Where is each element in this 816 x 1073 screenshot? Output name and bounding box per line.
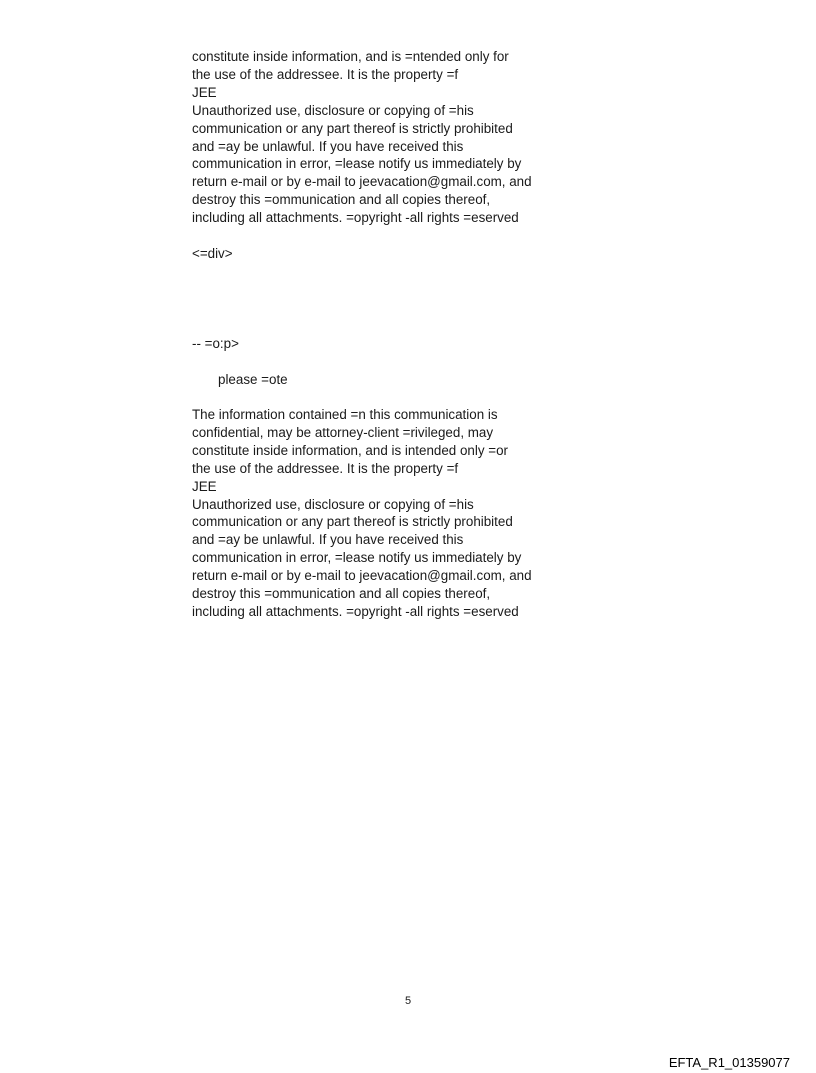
text-line: The information contained =n this communication is: [192, 407, 498, 422]
text-line: and =ay be unlawful. If you have received this: [192, 532, 464, 548]
document-id: EFTA_R1_01359077: [668, 1055, 790, 1070]
text-line: communication in error, =lease notify us immediately by: [192, 550, 522, 566]
please-note-text: please =ote: [218, 372, 288, 387]
text-line: including all attachments. =opyright -all rights =eserved: [192, 603, 519, 619]
text-line: destroy this =ommunication and all copies thereof,: [192, 192, 491, 208]
text-line: the use of the addressee. It is the property =f: [192, 66, 459, 82]
text-line: return e-mail or by e-mail to jeevacation@gmail.com, and: [192, 568, 532, 584]
page-number: 5: [404, 995, 412, 1007]
text-line: Unauthorized use, disclosure or copying of =his: [192, 102, 474, 118]
text-line: confidential, may be attorney-client =rivileged, may: [192, 424, 494, 440]
text-line: Unauthorized use, disclosure or copying of =his: [192, 496, 474, 512]
text-line: the use of the addressee. It is the property =f: [192, 460, 459, 476]
text-line: communication in error, =lease notify us immediately by: [192, 156, 522, 172]
text-line: constitute inside information, and is =ntended only for: [192, 49, 509, 64]
text-line: and =ay be unlawful. If you have received this: [192, 138, 464, 154]
text-line: return e-mail or by e-mail to jeevacation@gmail.com, and: [192, 174, 532, 190]
disclaimer-block-1: [192, 48, 572, 227]
disclaimer-block-2: [192, 406, 572, 621]
text-line: JEE: [192, 84, 217, 100]
text-line: destroy this =ommunication and all copies thereof,: [192, 586, 491, 602]
text-line: communication or any part thereof is strictly prohibited: [192, 514, 513, 530]
text-line: including all attachments. =opyright -all rights =eserved: [192, 210, 519, 226]
text-line: communication or any part thereof is strictly prohibited: [192, 120, 513, 136]
op-tag-text: -- =o:p>: [192, 336, 239, 351]
text-line: constitute inside information, and is intended only =or: [192, 442, 508, 458]
div-tag-text: <=div>: [192, 246, 233, 261]
text-line: JEE: [192, 478, 217, 494]
